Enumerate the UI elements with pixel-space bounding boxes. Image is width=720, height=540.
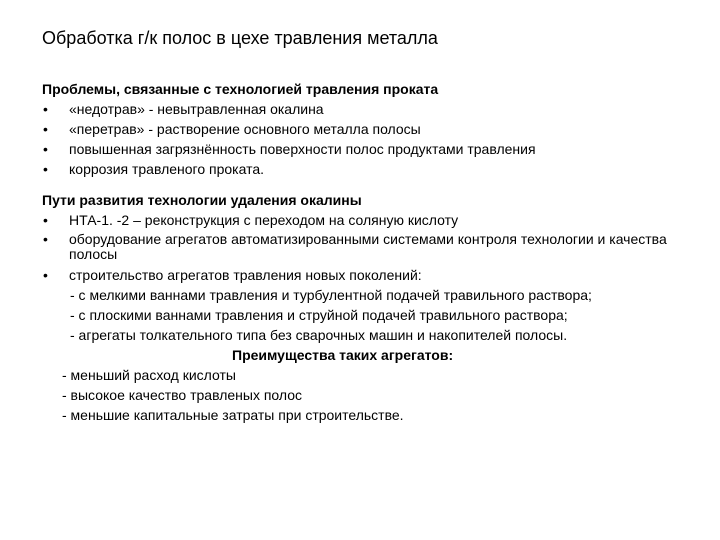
slide-body xyxy=(42,79,692,425)
advantage-item: - высокое качество травленых полос xyxy=(62,387,303,403)
list-item-text: «перетрав» - растворение основного металла полосы xyxy=(69,121,421,137)
section-gap xyxy=(42,179,692,190)
problems-heading: Проблемы, связанные с технологией травления проката xyxy=(42,81,439,97)
list-item-text: коррозия травленого проката. xyxy=(69,161,265,177)
bullet-icon: • xyxy=(43,231,48,247)
advantage-item: - меньшие капитальные затраты при строительстве. xyxy=(62,407,404,423)
list-item xyxy=(42,99,692,119)
list-item xyxy=(42,210,692,230)
list-item xyxy=(42,119,692,139)
list-item xyxy=(42,139,692,159)
bullet-icon: • xyxy=(43,267,48,283)
list-item-text: повышенная загрязнённость поверхности полос продуктами травления xyxy=(69,141,536,157)
list-item xyxy=(42,230,692,265)
bullet-icon: • xyxy=(43,141,48,157)
paths-list xyxy=(42,210,692,285)
slide-title: Обработка г/к полос в цехе травления металла xyxy=(42,28,438,48)
bullet-icon: • xyxy=(43,212,48,228)
bullet-icon: • xyxy=(43,161,48,177)
advantage-item: - меньший расход кислоты xyxy=(62,367,236,383)
paths-heading: Пути развития технологии удаления окалины xyxy=(42,192,362,208)
problems-list xyxy=(42,99,692,179)
list-item-text: оборудование агрегатов автоматизированными системами контроля технологии и качества полосы xyxy=(69,231,667,262)
list-item-text: строительство агрегатов травления новых поколений: xyxy=(69,267,422,283)
bullet-icon: • xyxy=(43,101,48,117)
sub-list-item: - с плоскими ваннами травления и струйной подачей травильного раствора; xyxy=(70,307,568,323)
bullet-icon: • xyxy=(43,121,48,137)
advantages-heading: Преимущества таких агрегатов: xyxy=(232,347,454,363)
list-item-text: НТА-1. -2 – реконструкция с переходом на соляную кислоту xyxy=(69,212,459,228)
list-item-text: «недотрав» - невытравленная окалина xyxy=(69,101,324,117)
sub-list-item: - с мелкими ваннами травления и турбулентной подачей травильного раствора; xyxy=(70,287,592,303)
list-item xyxy=(42,159,692,179)
sub-list-item: - агрегаты толкательного типа без сварочных машин и накопителей полосы. xyxy=(70,327,568,343)
list-item xyxy=(42,265,692,285)
